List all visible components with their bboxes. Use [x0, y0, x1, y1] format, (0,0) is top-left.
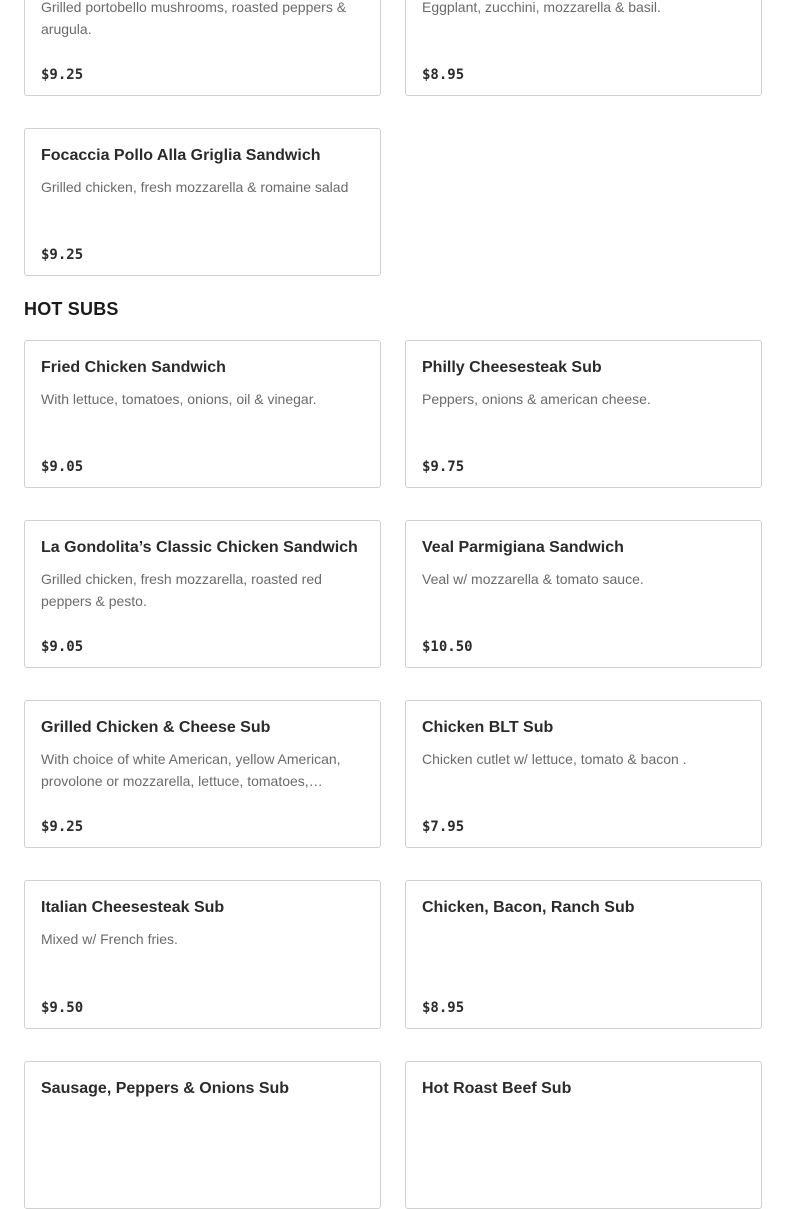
item-price: $9.25 — [41, 247, 84, 263]
item-description: Mixed w/ French fries. — [41, 931, 178, 947]
item-price: $8.95 — [422, 67, 465, 83]
item-description: Peppers, onions & american cheese. — [422, 391, 651, 407]
item-name: Hot Roast Beef Sub — [422, 1080, 572, 1097]
item-name: Philly Cheesesteak Sub — [422, 359, 602, 376]
item-price: $9.50 — [41, 1000, 84, 1016]
menu-item-card[interactable] — [24, 0, 381, 96]
menu-item-card[interactable] — [405, 1061, 762, 1209]
item-name: La Gondolita’s Classic Chicken Sandwich — [41, 539, 358, 556]
menu-item-card[interactable] — [24, 1061, 381, 1209]
item-name: Fried Chicken Sandwich — [41, 359, 226, 376]
item-price: $9.05 — [41, 459, 84, 475]
item-description: Eggplant, zucchini, mozzarella & basil. — [422, 0, 661, 15]
item-description: With choice of white American, yellow American, provolone or mozzarella, lettuce, tomatoes,… — [41, 751, 341, 789]
item-description: Veal w/ mozzarella & tomato sauce. — [422, 571, 644, 587]
item-name: Grilled Chicken & Cheese Sub — [41, 719, 271, 736]
menu-item-card[interactable] — [405, 700, 762, 848]
item-description: Grilled chicken, fresh mozzarella & romaine salad — [41, 179, 349, 195]
menu-item-card[interactable] — [405, 880, 762, 1029]
item-name: Chicken BLT Sub — [422, 719, 554, 736]
item-name: Chicken, Bacon, Ranch Sub — [422, 899, 635, 916]
menu-item-card[interactable] — [405, 0, 762, 96]
section-title-hot-subs: HOT SUBS — [24, 299, 119, 319]
item-price: $7.95 — [422, 819, 465, 835]
menu-item-card[interactable] — [405, 340, 762, 488]
item-description: Grilled chicken, fresh mozzarella, roasted red peppers & pesto. — [41, 571, 322, 609]
item-price: $10.50 — [422, 639, 473, 655]
item-description: With lettuce, tomatoes, onions, oil & vinegar. — [41, 391, 317, 407]
menu-item-card[interactable] — [24, 128, 381, 276]
item-name: Veal Parmigiana Sandwich — [422, 539, 624, 556]
menu-item-card[interactable] — [24, 880, 381, 1029]
item-price: $9.05 — [41, 639, 84, 655]
item-name: Sausage, Peppers & Onions Sub — [41, 1080, 290, 1097]
item-description: Chicken cutlet w/ lettuce, tomato & bacon . — [422, 751, 687, 767]
item-name: Focaccia Pollo Alla Griglia Sandwich — [41, 147, 321, 164]
item-price: $8.95 — [422, 1000, 465, 1016]
item-price: $9.25 — [41, 819, 84, 835]
menu-item-card[interactable] — [24, 700, 381, 848]
item-price: $9.75 — [422, 459, 465, 475]
menu-item-card[interactable] — [24, 340, 381, 488]
item-description: Grilled portobello mushrooms, roasted peppers & arugula. — [41, 0, 347, 37]
menu-item-card[interactable] — [24, 520, 381, 668]
item-price: $9.25 — [41, 67, 84, 83]
item-name: Italian Cheesesteak Sub — [41, 899, 225, 916]
menu-item-card[interactable] — [405, 520, 762, 668]
